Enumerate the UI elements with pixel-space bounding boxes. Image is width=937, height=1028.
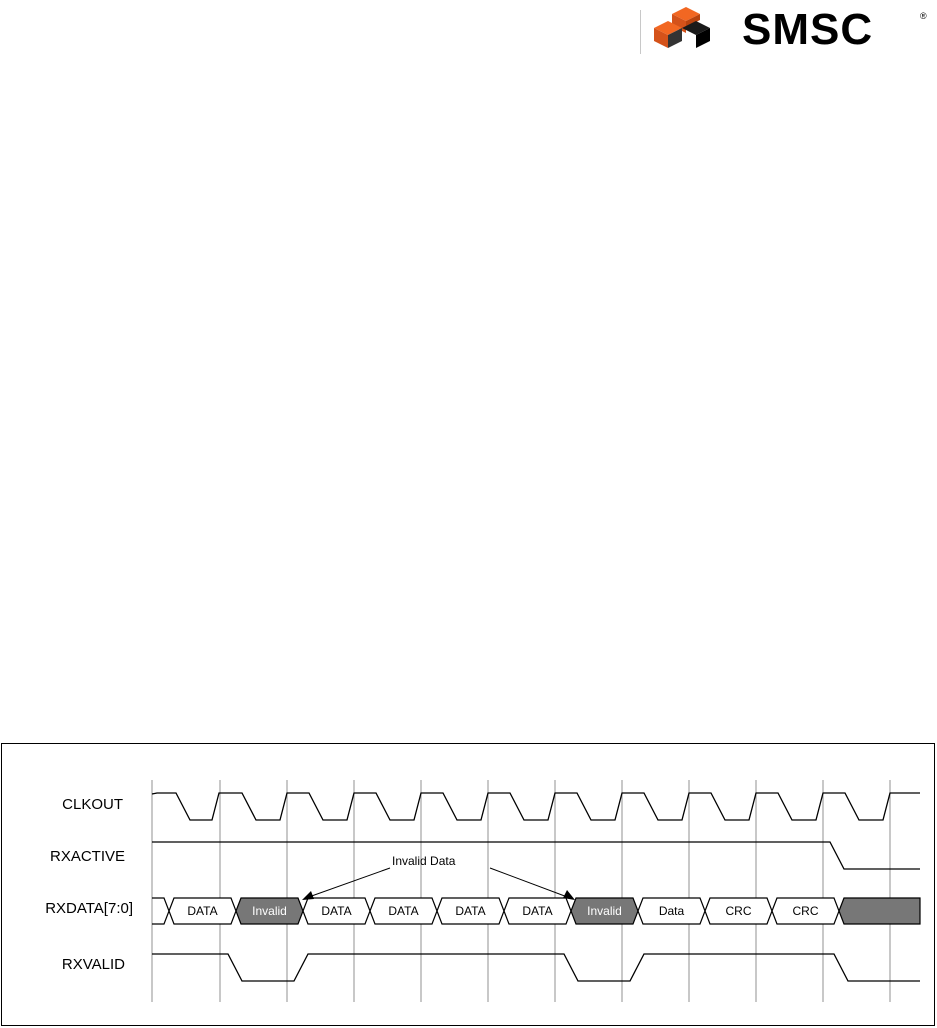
rxvalid-waveform (152, 954, 920, 981)
rxdata-cell-label: Invalid (252, 904, 287, 918)
rxdata-cell-label: CRC (792, 904, 819, 918)
rxactive-waveform (152, 842, 920, 869)
rxdata-cell-label: DATA (321, 904, 352, 918)
clkout-waveform (152, 793, 920, 820)
rxdata-cell-label: Data (658, 904, 685, 918)
logo-wordmark: SMSC (742, 5, 874, 54)
rxdata-cell-label: CRC (725, 904, 752, 918)
annotation-invalid-data: Invalid Data (392, 854, 456, 868)
rxdata-cell-label: DATA (388, 904, 419, 918)
annotation-arrowhead-left (302, 891, 314, 900)
rxdata-cell-invalid (839, 898, 920, 924)
annotation-arrow-right (490, 868, 570, 898)
annotation-arrow-left (306, 868, 390, 898)
rxdata-cell-label: DATA (455, 904, 486, 918)
timing-diagram (1, 743, 935, 1026)
rxdata-cell-label: DATA (187, 904, 218, 918)
rxdata-cell-label: Invalid (587, 904, 622, 918)
logo-divider (640, 10, 641, 54)
rxdata-leading-edge (152, 898, 169, 924)
signal-label-clkout: CLKOUT (62, 796, 123, 813)
registered-mark: ® (920, 11, 927, 21)
rxdata-cell-label: DATA (522, 904, 553, 918)
waveform-canvas (2, 744, 934, 1025)
signal-label-rxvalid: RXVALID (61, 956, 125, 973)
signal-label-rxactive: RXACTIVE (49, 848, 125, 865)
rxdata-bus (152, 898, 920, 924)
signal-label-rxdata: RXDATA[7:0] (45, 900, 133, 917)
smsc-logo-icon (652, 6, 732, 54)
